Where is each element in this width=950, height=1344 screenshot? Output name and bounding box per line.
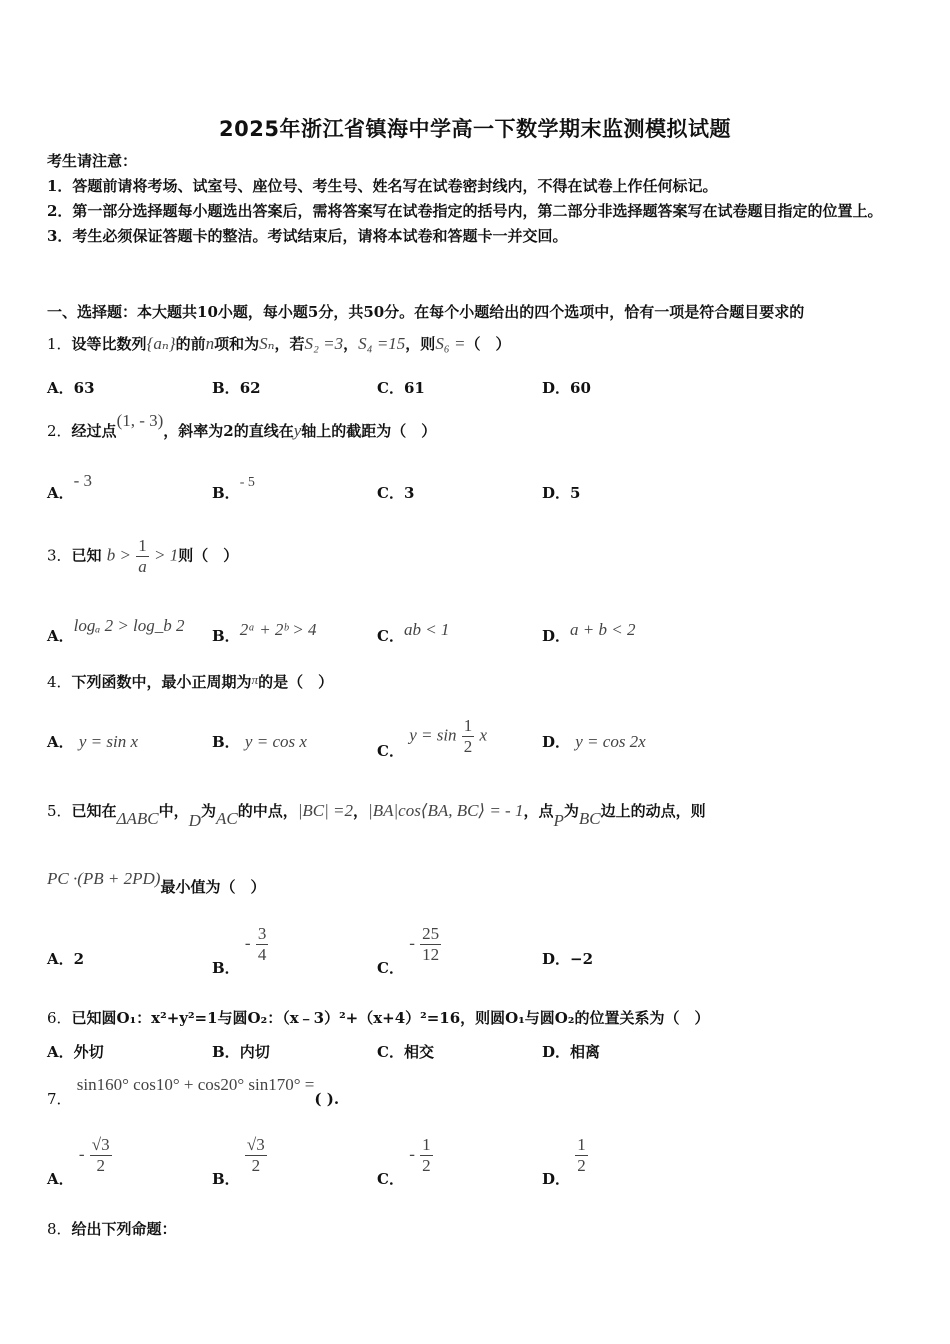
q5-text: 最小值为（ ） [160,878,266,896]
math-expr: P [553,811,564,830]
option-a: A．2 [47,950,85,968]
q2-text: ，斜率为2的直线在 [163,422,294,440]
q4-text: 下列函数中，最小正周期为 [71,673,252,691]
q6-text: 已知圆O₁：x²+y²=1与圆O₂：（x﹣3）²+（x+4）²=16，则圆O₁与圆O₂的位置关系为（ ） [71,1009,710,1027]
math-expr: b > [106,545,132,565]
q2-text: 轴上的截距为（ ） [301,422,437,440]
notice-item: 3．考生必须保证答题卡的整洁。考试结束后，请将本试卷和答题卡一并交回。 [47,227,568,245]
option-a: A．logₐ 2 > log_b 2 [47,616,185,645]
question-2 [47,411,437,441]
math-expr: π [251,672,259,687]
math-expr: D [188,811,201,830]
option-c: C．相交 [377,1043,434,1061]
math-fraction: $\frac{√3}{2}$ [246,1135,265,1175]
q5-text: 已知在 [71,802,117,820]
option-a: A．- 3 [47,471,93,502]
option-c: C． - $\frac{1}{2}$ [377,1135,431,1188]
q1-text: 的前 [175,335,206,353]
math-expr: S₄ =15 [358,334,406,353]
option-d: D．5 [542,484,581,502]
math-expr: (1, - 3) [116,411,164,430]
q1-text: ，若 [274,335,305,353]
math-expr: sin160° cos10° + cos20° sin170° = [76,1075,315,1094]
math-fraction: $\frac{25}{12}$ [422,924,440,964]
q5-text: 为 [200,802,216,820]
q1-text: ，则 [405,335,436,353]
q3-text: 已知 [71,546,102,565]
option-b: B．2ᵃ + 2ᵇ > 4 [212,620,317,645]
math-expr: BC [578,809,601,828]
section-heading: 一、选择题：本大题共10小题，每小题5分，共50分。在每个小题给出的四个选项中，恰有一项是符合题目要求的 [47,303,805,321]
option-c: C．ab < 1 [377,620,450,645]
q3-text: 则（ ） [178,546,239,565]
option-c: C．61 [377,379,425,397]
question-number: 7． [47,1090,72,1108]
question-number: 4． [47,673,72,691]
question-4 [47,671,333,692]
notice-heading: 考生请注意： [47,152,138,170]
option-c: C． - $\frac{25}{12}$ [377,924,440,977]
math-expr: > 1 [154,545,179,565]
option-a: A． - $\frac{√3}{2}$ [47,1135,110,1188]
math-expr: y [293,421,302,440]
math-fraction: $\frac{1}{2}$ [422,1135,431,1175]
math-expr: AC [215,809,238,828]
question-3 [47,536,238,577]
q8-text: 给出下列命题： [71,1220,177,1238]
option-b: B．内切 [212,1043,270,1061]
option-a: A．63 [47,379,95,397]
question-number: 2． [47,422,72,440]
math-fraction: $\frac{3}{4}$ [257,924,267,964]
notice [47,149,907,249]
option-d: D．相离 [542,1043,601,1061]
question-number: 1． [47,335,72,353]
option-b: B． $\frac{√3}{2}$ [212,1135,265,1188]
q5-text: 边上的动点，则 [600,802,706,820]
math-expr: n [205,334,215,353]
q5-text: ，点 [523,802,554,820]
q1-text: （ ） [465,335,511,353]
question-7 [47,1074,340,1108]
question-number: 3． [47,546,72,565]
math-expr: {aₙ} [146,334,176,353]
q5-text: ， [353,802,369,820]
notice-item: 2．第一部分选择题每小题选出答案后，需将答案写在试卷指定的括号内，第二部分非选择题答案写在试卷题目指定的位置上。 [47,202,883,220]
option-d: D．60 [542,379,591,397]
q2-text: 经过点 [71,422,117,440]
option-c: C． y = sin $\frac{1}{2}$ x [377,716,488,760]
option-b: B．- 5 [212,475,255,502]
math-expr: |BC| =2 [297,801,354,820]
math-expr: S₂ =3 [304,334,344,353]
option-d: D． $\frac{1}{2}$ [542,1135,586,1188]
math-fraction: $\frac{1}{2}$ [463,716,473,756]
question-6 [47,1007,709,1028]
q7-text: ( ). [314,1090,340,1108]
question-number: 6． [47,1009,72,1027]
option-d: D．a + b < 2 [542,620,636,645]
math-fraction: $\frac{1}{2}$ [577,1135,586,1175]
option-b: B．62 [212,379,261,397]
option-d: D． y = cos 2x [542,732,646,751]
question-number: 5． [47,802,72,820]
option-c: C．3 [377,484,415,502]
option-b: B． - $\frac{3}{4}$ [212,924,267,977]
q1-text: 项和为 [214,335,260,353]
q5-text: 为 [563,802,579,820]
q1-text: 设等比数列 [71,335,147,353]
math-fraction: $\frac{√3}{2}$ [91,1135,110,1175]
option-a: A．外切 [47,1043,104,1061]
math-fraction: $\frac{1}{a}$ [138,536,147,576]
q5-text: 中， [158,802,189,820]
question-1 [47,333,510,354]
q4-text: 的是（ ） [258,673,334,691]
math-expr: Sₙ [259,334,275,353]
q5-text: 的中点， [237,802,298,820]
math-expr: PC ·(PB + 2PD) [47,869,161,888]
question-5 [47,800,706,830]
page-title: 2025年浙江省镇海中学高一下数学期末监测模拟试题 [219,117,731,141]
question-number: 8． [47,1220,72,1238]
math-expr: S₆ = [435,334,466,353]
option-a: A． y = sin x [47,732,139,751]
math-expr: ΔABC [116,809,159,828]
q1-text: ， [343,335,359,353]
question-5-cont [47,868,266,896]
math-expr: |BA|cos⟨BA, BC⟩ = - 1 [368,801,524,820]
option-d: D．−2 [542,950,594,968]
notice-item: 1．答题前请将考场、试室号、座位号、考生号、姓名写在试卷密封线内，不得在试卷上作任何标记。 [47,177,718,195]
option-b: B． y = cos x [212,732,307,751]
question-8 [47,1218,177,1239]
